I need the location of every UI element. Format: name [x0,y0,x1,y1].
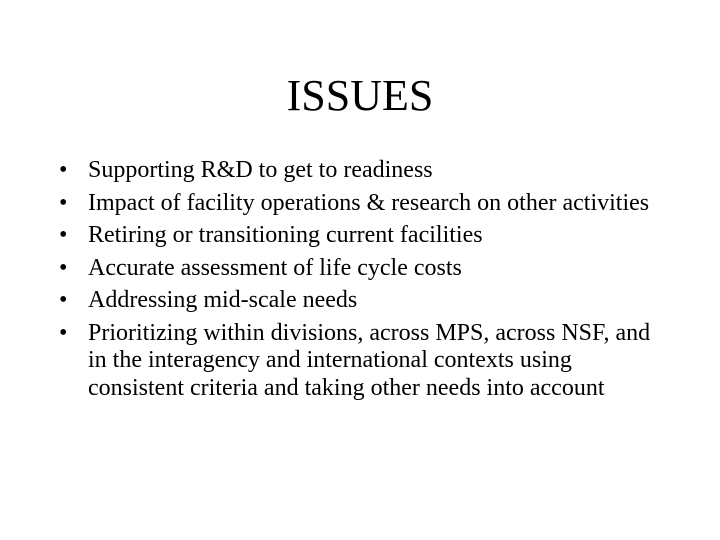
bullet-dot-icon: • [59,319,68,346]
bullet-text: Accurate assessment of life cycle costs [88,254,462,281]
bullet-dot-icon: • [59,222,68,248]
bullet-text: Supporting R&D to get to readiness [88,157,433,183]
bullet-list [59,157,659,407]
bullet-text: Addressing mid-scale needs [88,287,358,313]
bullet-text: Retiring or transitioning current facilities [88,222,483,248]
bullet-item [59,222,659,250]
bullet-item [59,190,659,218]
bullet-dot-icon: • [59,189,68,216]
bullet-item [59,157,659,185]
bullet-item [59,287,659,315]
bullet-item [59,320,659,403]
slide-title: ISSUES [286,71,434,120]
bullet-dot-icon: • [59,254,68,281]
bullet-dot-icon: • [59,287,68,313]
bullet-text: Impact of facility operations & research on other activities [88,189,650,216]
bullet-item [59,255,659,283]
bullet-text: Prioritizing within divisions, across MPS, across NSF, and in the interagency and international contexts using consistent criteria and taking other needs into account [88,319,651,401]
bullet-dot-icon: • [59,157,68,183]
